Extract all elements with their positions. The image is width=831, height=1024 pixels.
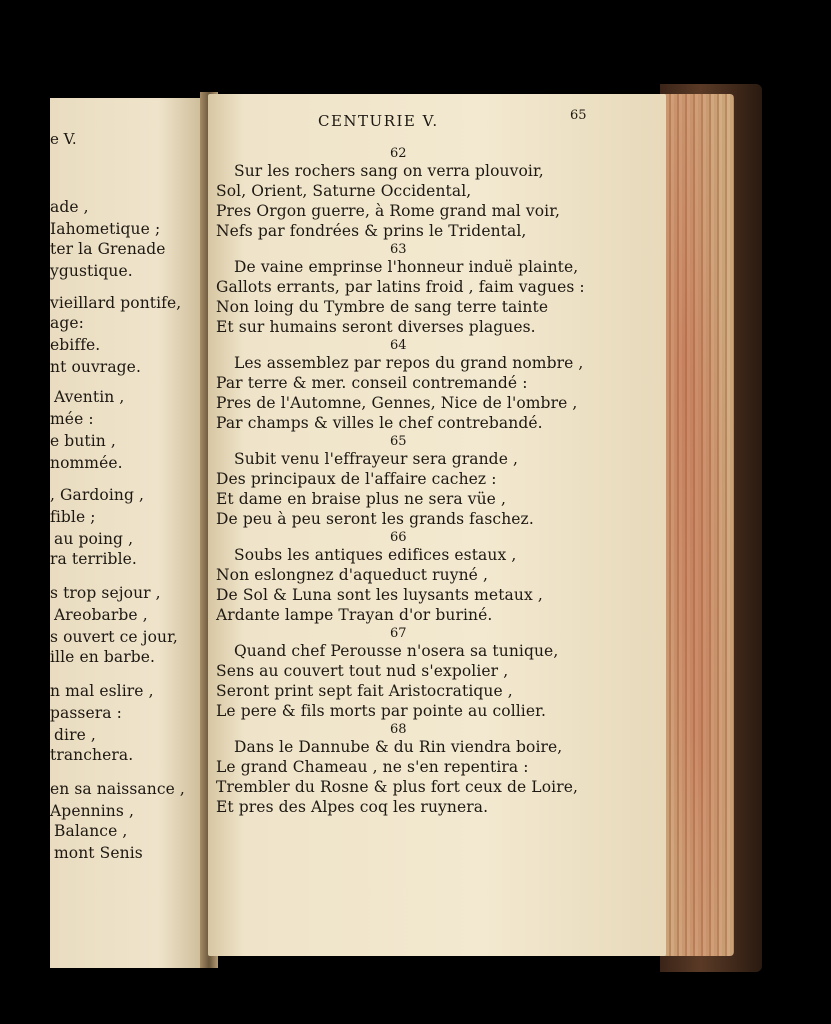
left-text-line: age: bbox=[50, 314, 84, 332]
quatrain-line: Des principaux de l'affaire cachez : bbox=[216, 470, 497, 488]
quatrain-line: Et pres des Alpes coq les ruynera. bbox=[216, 798, 489, 816]
quatrain-line: Non loing du Tymbre de sang terre tainte bbox=[216, 298, 549, 316]
quatrain-line: Subit venu l'effrayeur sera grande , bbox=[234, 450, 519, 468]
quatrain-line: De vaine emprinse l'honneur induë plainte, bbox=[234, 258, 579, 276]
quatrain-line: Et sur humains seront diverses plagues. bbox=[216, 318, 536, 336]
quatrain-line: Gallots errants, par latins froid , faim vagues : bbox=[216, 278, 585, 296]
quatrain-line: Pres Orgon guerre, à Rome grand mal voir, bbox=[216, 202, 561, 220]
quatrain-line: Sol, Orient, Saturne Occidental, bbox=[216, 182, 472, 200]
open-book bbox=[50, 84, 762, 972]
left-text-line: ille en barbe. bbox=[50, 648, 156, 666]
quatrain-line: Les assemblez par repos du grand nombre , bbox=[234, 354, 584, 372]
quatrain-number: 63 bbox=[390, 242, 407, 257]
left-text-line: e butin , bbox=[50, 432, 116, 450]
left-text-line: ade , bbox=[50, 198, 89, 216]
quatrain-line: Soubs les antiques edifices estaux , bbox=[234, 546, 517, 564]
left-text-line: Areobarbe , bbox=[54, 606, 148, 624]
quatrain-number: 68 bbox=[390, 722, 407, 737]
quatrain-line: Trembler du Rosne & plus fort ceux de Loire, bbox=[216, 778, 578, 796]
left-text-line: ra terrible. bbox=[50, 550, 137, 568]
page-header: CENTURIE V. bbox=[318, 112, 439, 130]
quatrain-line: De Sol & Luna sont les luysants metaux , bbox=[216, 586, 543, 604]
quatrain-line: Par terre & mer. conseil contremandé : bbox=[216, 374, 528, 392]
left-text-line: dire , bbox=[54, 726, 96, 744]
left-text-line: mée : bbox=[50, 410, 94, 428]
page-number: 65 bbox=[570, 108, 587, 123]
left-text-line: en sa naissance , bbox=[50, 780, 185, 798]
quatrain-number: 65 bbox=[390, 434, 407, 449]
quatrain-line: Sens au couvert tout nud s'expolier , bbox=[216, 662, 509, 680]
left-text-line: Iahometique ; bbox=[50, 220, 161, 238]
left-text-line: ter la Grenade bbox=[50, 240, 166, 258]
right-page bbox=[208, 94, 666, 956]
left-page-header: e V. bbox=[50, 130, 77, 148]
left-text-line: passera : bbox=[50, 704, 122, 722]
left-text-line: ebiffe. bbox=[50, 336, 101, 354]
quatrain-line: Par champs & villes le chef contrebandé. bbox=[216, 414, 543, 432]
left-text-line: Aventin , bbox=[54, 388, 125, 406]
quatrain-line: Seront print sept fait Aristocratique , bbox=[216, 682, 513, 700]
left-text-line: tranchera. bbox=[50, 746, 134, 764]
quatrain-number: 67 bbox=[390, 626, 407, 641]
quatrain-line: Sur les rochers sang on verra plouvoir, bbox=[234, 162, 544, 180]
quatrain-number: 64 bbox=[390, 338, 407, 353]
left-text-line: ygustique. bbox=[50, 262, 133, 280]
quatrain-line: Non eslongnez d'aqueduct ruyné , bbox=[216, 566, 488, 584]
left-text-line: nt ouvrage. bbox=[50, 358, 141, 376]
quatrain-line: Quand chef Perousse n'osera sa tunique, bbox=[234, 642, 559, 660]
left-page bbox=[50, 98, 204, 968]
left-text-line: nommée. bbox=[50, 454, 123, 472]
quatrain-line: Et dame en braise plus ne sera vüe , bbox=[216, 490, 506, 508]
quatrain-line: Dans le Dannube & du Rin viendra boire, bbox=[234, 738, 563, 756]
left-text-line: vieillard pontife, bbox=[50, 294, 182, 312]
left-text-line: mont Senis bbox=[54, 844, 143, 862]
left-text-line: s trop sejour , bbox=[50, 584, 161, 602]
quatrain-line: Ardante lampe Trayan d'or buriné. bbox=[216, 606, 493, 624]
quatrain-line: De peu à peu seront les grands faschez. bbox=[216, 510, 534, 528]
quatrain-line: Nefs par fondrées & prins le Tridental, bbox=[216, 222, 527, 240]
left-text-line: au poing , bbox=[54, 530, 134, 548]
quatrain-number: 62 bbox=[390, 146, 407, 161]
left-text-line: , Gardoing , bbox=[50, 486, 145, 504]
left-text-line: n mal eslire , bbox=[50, 682, 154, 700]
left-text-line: Balance , bbox=[54, 822, 128, 840]
left-text-line: fible ; bbox=[50, 508, 96, 526]
left-text-line: Apennins , bbox=[50, 802, 135, 820]
quatrain-number: 66 bbox=[390, 530, 407, 545]
left-text-line: s ouvert ce jour, bbox=[50, 628, 178, 646]
quatrain-line: Le pere & fils morts par pointe au collier. bbox=[216, 702, 546, 720]
quatrain-line: Pres de l'Automne, Gennes, Nice de l'ombre , bbox=[216, 394, 578, 412]
quatrain-line: Le grand Chameau , ne s'en repentira : bbox=[216, 758, 529, 776]
